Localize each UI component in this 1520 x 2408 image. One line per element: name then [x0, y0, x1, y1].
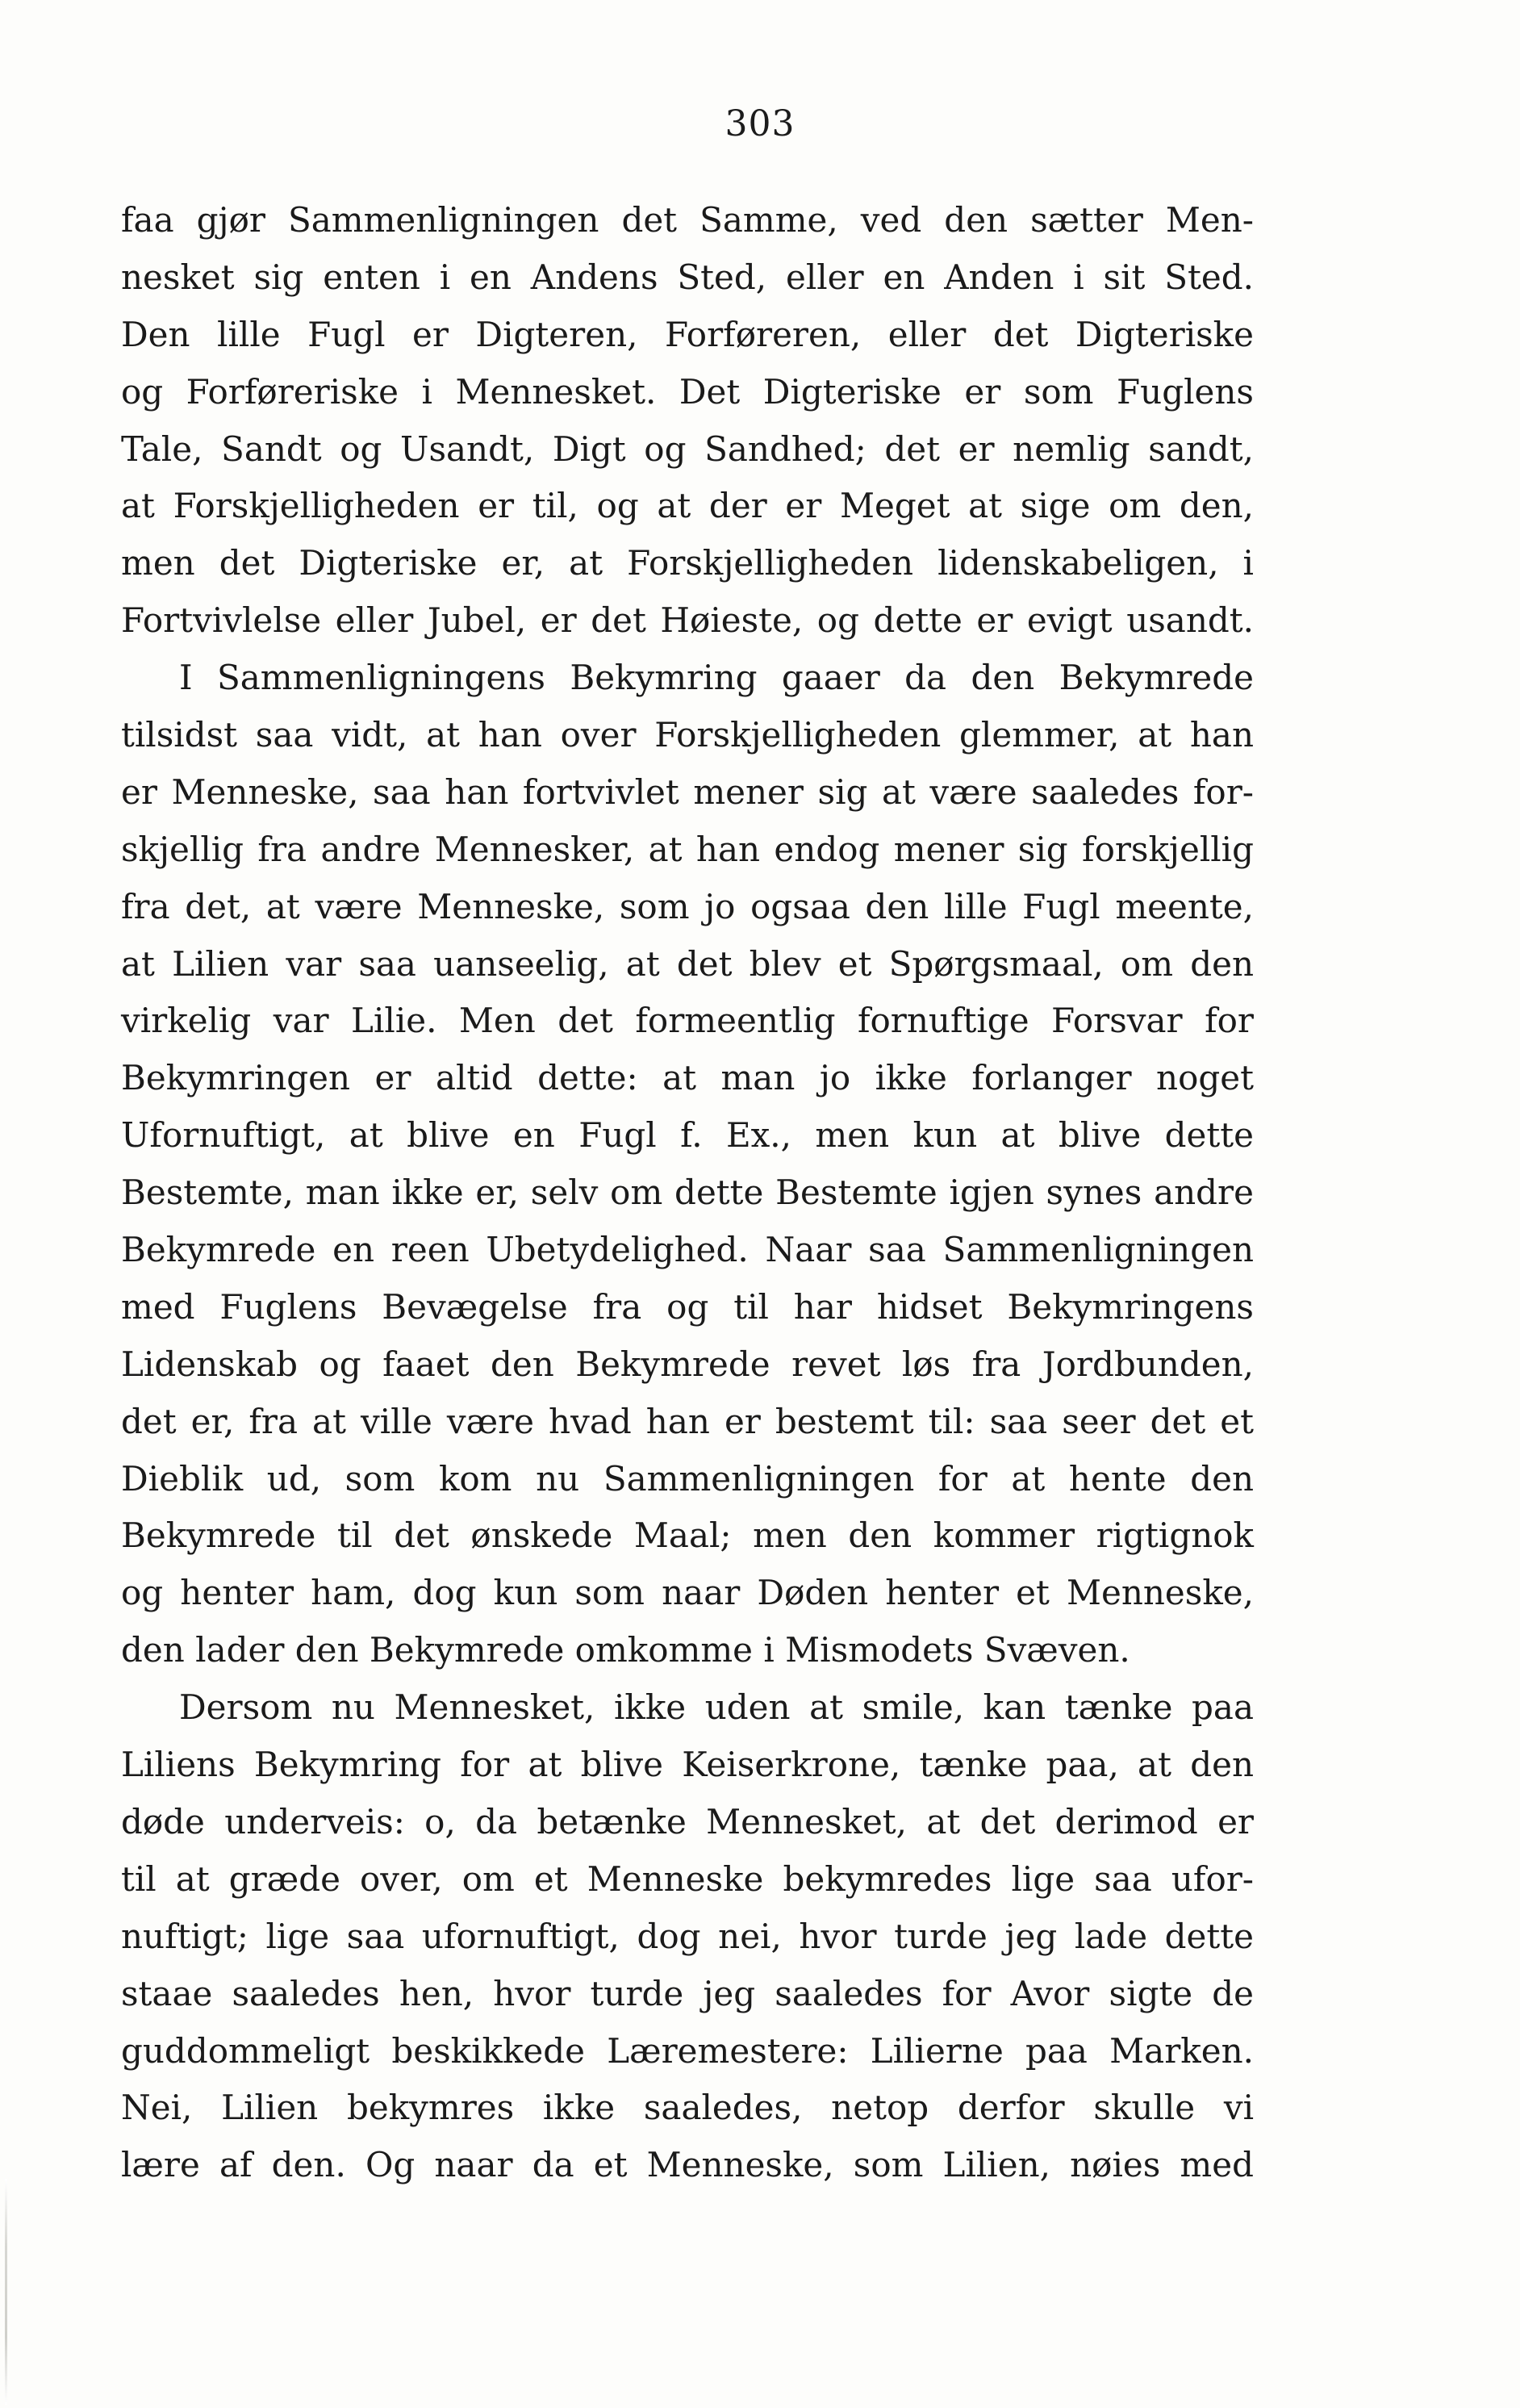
text-line: Dersom nu Mennesket, ikke uden at smile, kan tænke paa [179, 1687, 1254, 1728]
text-line: den lader den Bekymrede omkomme i Mismodets Svæven. [121, 1630, 1130, 1670]
text-line: staae saaledes hen, hvor turde jeg saaledes for Avor sigte de [121, 1973, 1254, 2013]
text-line: er Menneske, saa han fortvivlet mener sig at være saaledes for- [121, 771, 1254, 812]
text-line: Ufornuftigt, at blive en Fugl f. Ex., men kun at blive dette [121, 1115, 1254, 1156]
text-line: Dieblik ud, som kom nu Sammenligningen for at hente den [121, 1458, 1254, 1499]
page-number: 303 [725, 103, 795, 144]
text-line: tilsidst saa vidt, at han over Forskjelligheden glemmer, at han [121, 715, 1254, 755]
text-line: det er, fra at ville være hvad han er bestemt til: saa seer det et [121, 1401, 1254, 1441]
text-line: med Fuglens Bevægelse fra og til har hidset Bekymringens [121, 1286, 1254, 1327]
text-line: til at græde over, om et Menneske bekymredes lige saa ufor- [121, 1858, 1254, 1899]
text-line: lære af den. Og naar da et Menneske, som Lilien, nøies med [121, 2145, 1254, 2185]
text-line: og Forføreriske i Mennesket. Det Digteriske er som Fuglens [121, 371, 1254, 412]
text-line: at Lilien var saa uanseelig, at det blev et Spørgsmaal, om den [121, 943, 1254, 984]
text-line: Bekymringen er altid dette: at man jo ikke forlanger noget [121, 1058, 1254, 1098]
text-line: Bekymrede til det ønskede Maal; men den kommer rigtignok [121, 1515, 1254, 1556]
text-line: Nei, Lilien bekymres ikke saaledes, netop derfor skulle vi [121, 2088, 1254, 2128]
text-line: døde underveis: o, da betænke Mennesket, at det derimod er [121, 1801, 1254, 1842]
text-line: skjellig fra andre Mennesker, at han endog mener sig forskjellig [121, 829, 1254, 869]
text-line: Lidenskab og faaet den Bekymrede revet løs fra Jordbunden, [121, 1344, 1254, 1384]
text-line: at Forskjelligheden er til, og at der er Meget at sige om den, [121, 486, 1254, 526]
text-line: Bekymrede en reen Ubetydelighed. Naar saa Sammenligningen [121, 1230, 1254, 1270]
text-line: og henter ham, dog kun som naar Døden henter et Menneske, [121, 1573, 1254, 1613]
text-line: Den lille Fugl er Digteren, Forføreren, eller det Digteriske [121, 314, 1254, 354]
text-line: Liliens Bekymring for at blive Keiserkrone, tænke paa, at den [121, 1745, 1254, 1785]
text-line: Fortvivlelse eller Jubel, er det Høieste, og dette er evigt usandt. [121, 600, 1254, 641]
text-line: men det Digteriske er, at Forskjelligheden lidenskabeligen, i [121, 543, 1254, 583]
text-line: Bestemte, man ikke er, selv om dette Bestemte igjen synes andre [121, 1173, 1254, 1213]
text-line: guddommeligt beskikkede Læremestere: Lilierne paa Marken. [121, 2030, 1254, 2071]
text-line: fra det, at være Menneske, som jo ogsaa den lille Fugl meente, [121, 886, 1254, 926]
text-line: faa gjør Sammenligningen det Samme, ved den sætter Men- [121, 200, 1254, 240]
text-line: virkelig var Lilie. Men det formeentlig fornuftige Forsvar for [121, 1001, 1254, 1041]
text-line: nesket sig enten i en Andens Sted, eller en Anden i sit Sted. [121, 257, 1254, 297]
text-line: I Sammenligningens Bekymring gaaer da den Bekymrede [179, 658, 1254, 698]
text-line: nuftigt; lige saa ufornuftigt, dog nei, hvor turde jeg lade dette [121, 1916, 1254, 1956]
page-edge-shadow [5, 2179, 7, 2405]
text-line: Tale, Sandt og Usandt, Digt og Sandhed; det er nemlig sandt, [121, 429, 1254, 469]
body-text [121, 192, 1254, 2194]
